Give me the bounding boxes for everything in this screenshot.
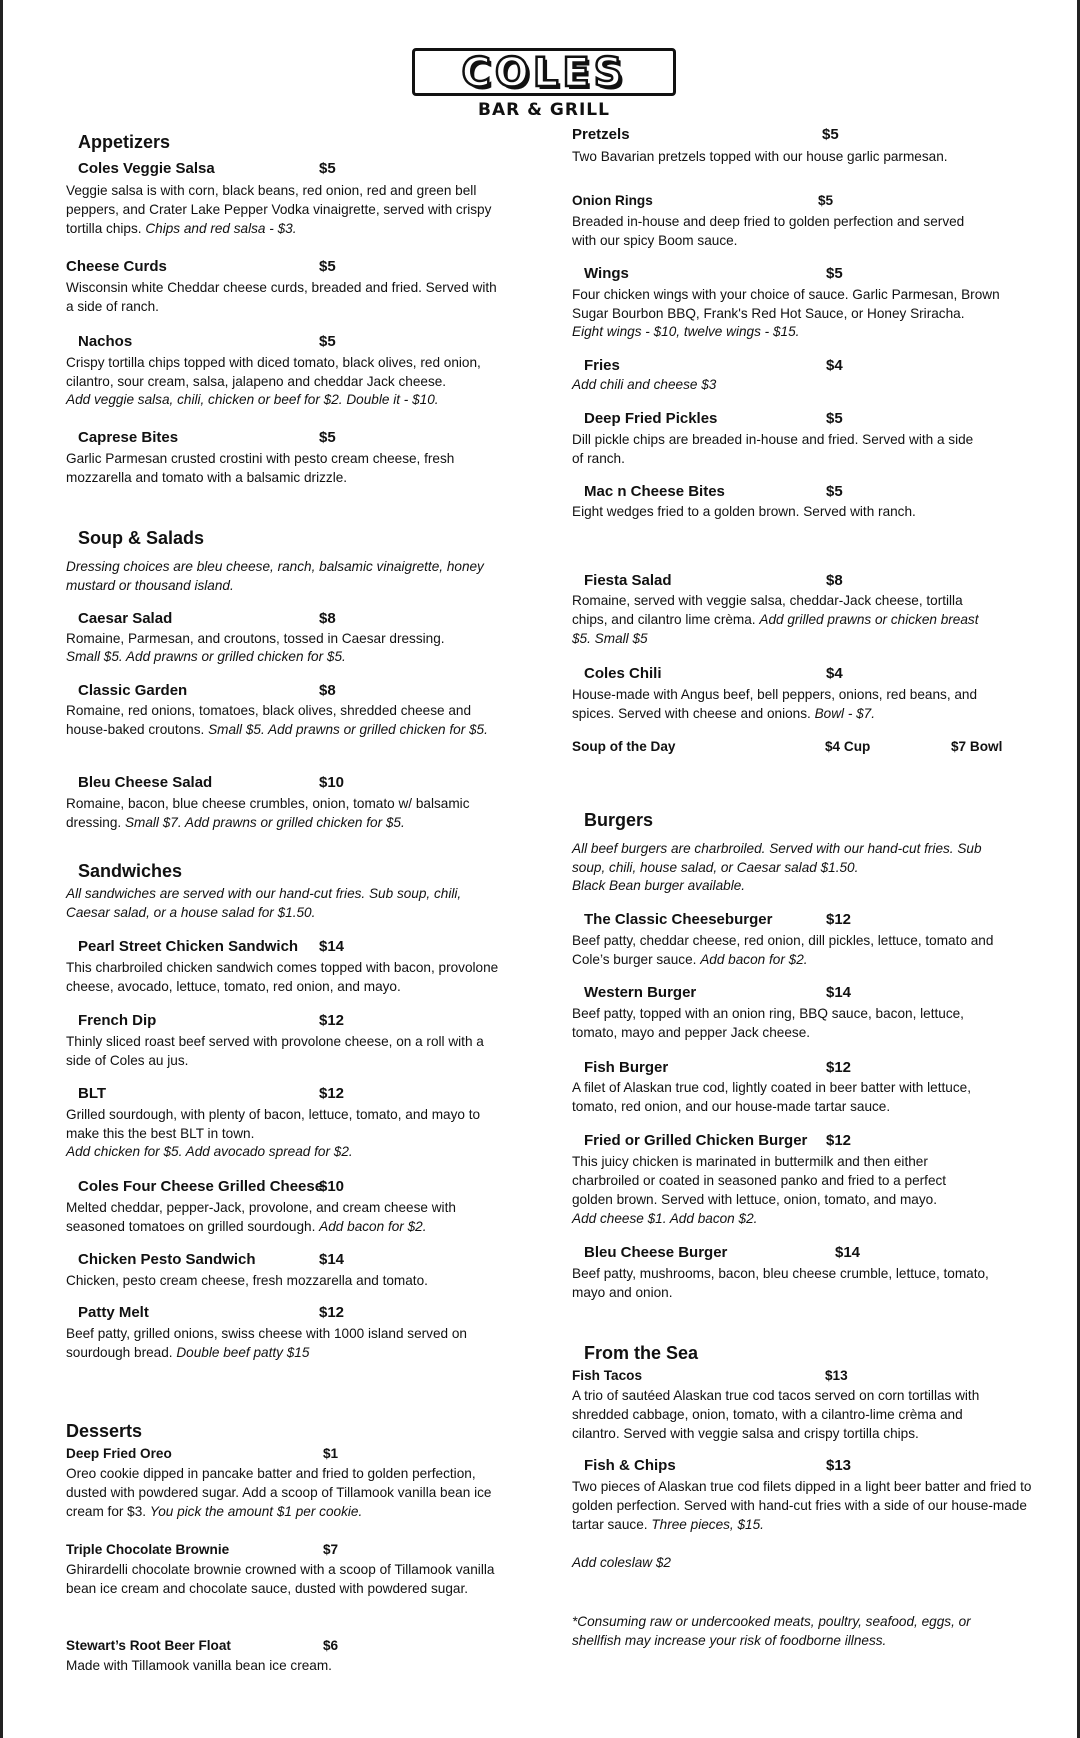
item-price: $14 bbox=[835, 1244, 861, 1261]
item-price-bowl: $7 Bowl bbox=[951, 739, 1003, 754]
logo-subtitle: BAR & GRILL bbox=[478, 100, 610, 120]
item-note: Small $5. Add prawns or grilled chicken for $5. bbox=[66, 649, 346, 664]
item-description: Grilled sourdough, with plenty of bacon, lettuce, tomato, and mayo to make this the best BLT in town. bbox=[66, 1107, 481, 1141]
item-description bbox=[66, 701, 506, 739]
item-name: Deep Fried Pickles bbox=[584, 410, 718, 427]
item-name: Classic Garden bbox=[78, 682, 188, 699]
item-description: Dill pickle chips are breaded in-house and fried. Served with a side of ranch. bbox=[572, 432, 974, 466]
section-title-sandwiches: Sandwiches bbox=[78, 861, 183, 881]
item-name: Fiesta Salad bbox=[584, 572, 672, 589]
item-price: $4 bbox=[826, 357, 843, 374]
item-name: Deep Fried Oreo bbox=[66, 1446, 172, 1461]
item-price: $5 bbox=[319, 160, 336, 177]
item-name: The Classic Cheeseburger bbox=[584, 911, 773, 928]
item-price: $5 bbox=[826, 265, 843, 282]
item-name: Mac n Cheese Bites bbox=[584, 483, 725, 500]
item-price: $14 bbox=[319, 1251, 345, 1268]
item-name: Coles Four Cheese Grilled Cheese bbox=[78, 1178, 324, 1195]
desc-text: Romaine, bacon, blue cheese crumbles, onion, tomato w/ balsamic dressing. bbox=[66, 796, 470, 830]
item-name: French Dip bbox=[78, 1012, 157, 1029]
desc-note: Small $5. Add prawns or grilled chicken for $5. bbox=[208, 722, 488, 737]
item-name: Patty Melt bbox=[78, 1304, 149, 1321]
desc-text: Melted cheddar, pepper-Jack, provolone, and cream cheese with seasoned tomatoes on grilled sourdough. bbox=[66, 1200, 456, 1234]
item-price: $10 bbox=[319, 1178, 345, 1195]
item-name: Caesar Salad bbox=[78, 610, 173, 627]
item-name: Fish Burger bbox=[584, 1059, 669, 1076]
desc-text: Veggie salsa is with corn, black beans, red onion, red and green bell peppers, and Crater Lake Pepper Vodka vinaigrette, served with crispy tortilla chips. bbox=[66, 183, 492, 236]
item-name: Fish Tacos bbox=[572, 1368, 642, 1383]
item-name: Stewart’s Root Beer Float bbox=[66, 1638, 231, 1653]
item-description bbox=[66, 1198, 506, 1236]
item-name: Western Burger bbox=[584, 984, 697, 1001]
desc-text: Oreo cookie dipped in pancake batter and fried to golden perfection, dusted with powdered sugar. Add a scoop of Tillamook vanilla bean ice cream for $3. bbox=[66, 1466, 492, 1519]
desc-note: Bowl - $7. bbox=[814, 706, 876, 721]
item-name: Fish & Chips bbox=[584, 1457, 676, 1474]
item-price: $5 bbox=[319, 333, 336, 350]
sandwiches-note: All sandwiches are served with our hand-cut fries. Sub soup, chili, Caesar salad, or a house salad for $1.50. bbox=[66, 886, 462, 920]
page-border-left bbox=[0, 0, 3, 1738]
item-name: Cheese Curds bbox=[66, 258, 167, 275]
item-name: Caprese Bites bbox=[78, 429, 179, 446]
item-name: Wings bbox=[584, 265, 629, 282]
item-price: $12 bbox=[826, 911, 852, 928]
section-title-appetizers: Appetizers bbox=[78, 132, 171, 152]
burgers-note: All beef burgers are charbroiled. Served with our hand-cut fries. Sub soup, chili, house salad, or Caesar salad $1.50. bbox=[572, 841, 982, 875]
desc-note: Chips and red salsa - $3. bbox=[145, 221, 297, 236]
item-note: Eight wings - $10, twelve wings - $15. bbox=[572, 324, 800, 339]
item-price: $12 bbox=[319, 1012, 345, 1029]
item-note: Add chili and cheese $3 bbox=[572, 377, 717, 392]
item-description: This charbroiled chicken sandwich comes topped with bacon, provolone cheese, avocado, lettuce, tomato, red onion, and mayo. bbox=[66, 960, 499, 994]
item-description: Chicken, pesto cream cheese, fresh mozzarella and tomato. bbox=[66, 1273, 428, 1288]
section-title-from-the-sea: From the Sea bbox=[584, 1343, 699, 1363]
item-description: Four chicken wings with your choice of sauce. Garlic Parmesan, Brown Sugar Bourbon BBQ, Frank's Red Hot Sauce, or Honey Sriracha. bbox=[572, 287, 1000, 321]
desc-note: Add bacon for $2. bbox=[319, 1219, 427, 1234]
item-description bbox=[66, 1324, 506, 1362]
desc-note: Double beef patty $15 bbox=[176, 1345, 310, 1360]
item-name: Fried or Grilled Chicken Burger bbox=[584, 1132, 808, 1149]
desc-text: Romaine, red onions, tomatoes, black olives, shredded cheese and house-baked croutons. bbox=[66, 703, 472, 737]
item-price: $12 bbox=[826, 1132, 852, 1149]
section-title-burgers: Burgers bbox=[584, 810, 654, 830]
item-price: $4 bbox=[826, 665, 843, 682]
item-price: $14 bbox=[319, 938, 345, 955]
item-name: Onion Rings bbox=[572, 193, 653, 208]
item-description: Eight wedges fried to a golden brown. Served with ranch. bbox=[572, 504, 916, 519]
item-description: Beef patty, mushrooms, bacon, bleu cheese crumble, lettuce, tomato, mayo and onion. bbox=[572, 1266, 989, 1300]
burgers-note-black-bean: Black Bean burger available. bbox=[572, 878, 746, 893]
desc-text: Two pieces of Alaskan true cod filets dipped in a light beer batter and fried to golden perfection. Served with hand-cut fries with a side of our house-made tartar sauce. bbox=[572, 1479, 1032, 1532]
item-name: Chicken Pesto Sandwich bbox=[78, 1251, 256, 1268]
desc-note: Add bacon for $2. bbox=[700, 952, 808, 967]
desc-note: Small $7. Add prawns or grilled chicken for $5. bbox=[124, 815, 405, 830]
item-name: Bleu Cheese Burger bbox=[584, 1244, 728, 1261]
section-title-desserts: Desserts bbox=[66, 1421, 143, 1441]
item-name: Coles Veggie Salsa bbox=[78, 160, 215, 177]
item-price: $8 bbox=[319, 682, 336, 699]
item-price: $5 bbox=[319, 429, 336, 446]
section-title-soup-salads: Soup & Salads bbox=[78, 528, 205, 548]
item-note: Add cheese $1. Add bacon $2. bbox=[572, 1211, 758, 1226]
item-name: Bleu Cheese Salad bbox=[78, 774, 213, 791]
item-description: Ghirardelli chocolate brownie crowned with a scoop of Tillamook vanilla bean ice cream and chocolate sauce, dusted with powdered sugar. bbox=[66, 1562, 495, 1596]
item-price: $1 bbox=[323, 1446, 339, 1461]
item-description: This juicy chicken is marinated in buttermilk and then either charbroiled or coated in seasoned panko and fried to a perfect golden brown. Served with lettuce, onion, tomato, and mayo. bbox=[572, 1154, 947, 1207]
item-description: Made with Tillamook vanilla bean ice cream. bbox=[66, 1658, 332, 1673]
item-description: Garlic Parmesan crusted crostini with pesto cream cheese, fresh mozzarella and tomato with a balsamic drizzle. bbox=[66, 451, 455, 485]
desc-text: House-made with Angus beef, bell peppers, onions, red beans, and spices. Served with cheese and onions. bbox=[572, 687, 978, 721]
desc-text: Beef patty, cheddar cheese, red onion, dill pickles, lettuce, tomato and Cole’s burger sauce. bbox=[572, 933, 994, 967]
item-name: Nachos bbox=[78, 333, 133, 350]
item-name: Soup of the Day bbox=[572, 739, 676, 754]
item-price: $13 bbox=[825, 1368, 848, 1383]
item-name: Triple Chocolate Brownie bbox=[66, 1542, 230, 1557]
item-description: Breaded in-house and deep fried to golden perfection and served with our spicy Boom sauce. bbox=[572, 214, 965, 248]
item-price: $12 bbox=[319, 1085, 345, 1102]
coles-logo bbox=[412, 48, 676, 120]
item-description bbox=[572, 1477, 1032, 1534]
item-description: Crispy tortilla chips topped with diced tomato, black olives, red onion, cilantro, sour cream, salsa, jalapeno and cheddar Jack cheese. bbox=[66, 355, 481, 389]
item-description: A trio of sautéed Alaskan true cod tacos served on corn tortillas with shredded cabbage, onion, tomato, with a cilantro-lime crèma and cilantro. Served with veggie salsa and crispy tortilla chips. bbox=[572, 1388, 980, 1441]
logo-name: COLES bbox=[461, 50, 627, 96]
item-price: $8 bbox=[319, 610, 336, 627]
dressing-note: Dressing choices are bleu cheese, ranch, balsamic vinaigrette, honey mustard or thousand island. bbox=[66, 559, 484, 593]
item-price: $5 bbox=[319, 258, 336, 275]
item-name: Coles Chili bbox=[584, 665, 662, 682]
item-price: $5 bbox=[818, 193, 834, 208]
item-price: $10 bbox=[319, 774, 345, 791]
item-description bbox=[572, 931, 1012, 969]
item-note: Add veggie salsa, chili, chicken or beef for $2. Double it - $10. bbox=[66, 392, 439, 407]
item-description: Thinly sliced roast beef served with provolone cheese, on a roll with a side of Coles au jus. bbox=[66, 1034, 484, 1068]
desc-note: Three pieces, $15. bbox=[651, 1517, 764, 1532]
foodborne-illness-disclaimer: *Consuming raw or undercooked meats, poultry, seafood, eggs, or shellfish may increase your risk of foodborne illness. bbox=[572, 1614, 971, 1648]
item-price: $7 bbox=[323, 1542, 339, 1557]
item-description bbox=[66, 794, 506, 832]
item-name: Pretzels bbox=[572, 126, 630, 143]
item-name: Pearl Street Chicken Sandwich bbox=[78, 938, 299, 955]
item-price: $12 bbox=[826, 1059, 852, 1076]
desc-text: Romaine, served with veggie salsa, cheddar-Jack cheese, tortilla chips, and cilantro lime crèma. bbox=[572, 593, 963, 627]
item-price: $14 bbox=[826, 984, 852, 1001]
item-description: A filet of Alaskan true cod, lightly coated in beer batter with lettuce, tomato, red onion, and our house-made tartar sauce. bbox=[572, 1080, 971, 1114]
item-note: Add coleslaw $2 bbox=[572, 1555, 671, 1570]
item-price: $13 bbox=[826, 1457, 852, 1474]
item-description bbox=[66, 1464, 506, 1521]
item-description: Two Bavarian pretzels topped with our house garlic parmesan. bbox=[572, 149, 948, 164]
item-note: Add chicken for $5. Add avocado spread for $2. bbox=[66, 1144, 353, 1159]
item-price: $5 bbox=[826, 410, 843, 427]
item-price-cup: $4 Cup bbox=[825, 739, 871, 754]
item-description bbox=[66, 181, 506, 238]
desc-note: You pick the amount $1 per cookie. bbox=[149, 1504, 363, 1519]
item-price: $5 bbox=[826, 483, 843, 500]
item-description: Romaine, Parmesan, and croutons, tossed in Caesar dressing. bbox=[66, 631, 445, 646]
item-description: Beef patty, topped with an onion ring, BBQ sauce, bacon, lettuce, tomato, mayo and pepper Jack cheese. bbox=[572, 1006, 964, 1040]
item-description bbox=[572, 591, 992, 648]
desc-note: Add grilled prawns or chicken breast $5. Small $5 bbox=[572, 612, 979, 646]
item-name: BLT bbox=[78, 1085, 107, 1102]
item-price: $5 bbox=[822, 126, 839, 143]
item-description: Wisconsin white Cheddar cheese curds, breaded and fried. Served with a side of ranch. bbox=[66, 280, 497, 314]
item-description bbox=[572, 685, 1012, 723]
item-name: Fries bbox=[584, 357, 620, 374]
item-price: $8 bbox=[826, 572, 843, 589]
item-price: $6 bbox=[323, 1638, 339, 1653]
desc-text: Beef patty, grilled onions, swiss cheese with 1000 island served on sourdough bread. bbox=[66, 1326, 467, 1360]
item-price: $12 bbox=[319, 1304, 345, 1321]
